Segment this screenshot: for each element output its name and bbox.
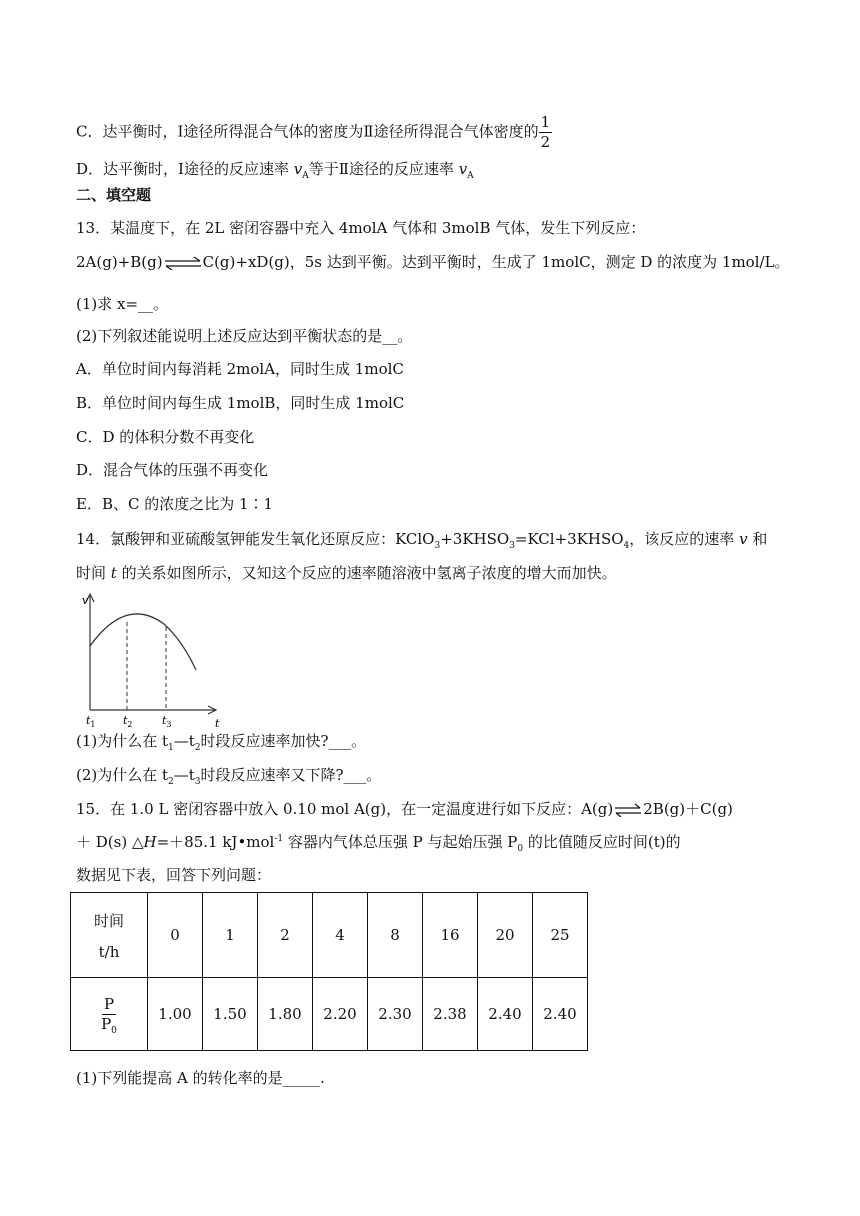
q13-part1: (1)求 x=__。 (76, 295, 169, 313)
q15-part1: (1)下列能提高 A 的转化率的是_____. (76, 1069, 325, 1087)
ratio-cell: 2.40 (478, 978, 533, 1051)
reversible-arrow-icon (613, 803, 643, 817)
rate-curve (90, 614, 196, 670)
t2-label: $t_2$ (123, 714, 133, 729)
table-head-ratio: $\frac{P}{P_0}$ (71, 978, 148, 1051)
time-cell: 25 (533, 893, 588, 978)
q13-option-a: A．单位时间内每消耗 2molA，同时生成 1molC (76, 360, 404, 378)
ratio-cell: 1.50 (203, 978, 258, 1051)
q13-option-d: D．混合气体的压强不再变化 (76, 461, 269, 479)
t3-label: $t_3$ (162, 714, 172, 729)
q13-option-b: B．单位时间内每生成 1molB，同时生成 1molC (76, 394, 405, 412)
time-cell: 8 (368, 893, 423, 978)
time-cell: 1 (203, 893, 258, 978)
q15-line2: ＋ D(s) △H=＋85.1 kJ•mol$^{-1}$ 容器内气体总压强 P 与起始压强 $P_0$ 的比值随反应时间(t)的 (76, 833, 681, 854)
q15-line3: 数据见下表，回答下列问题： (76, 866, 272, 884)
table-row-ratio (71, 978, 588, 1051)
y-axis-label: v (82, 594, 89, 607)
option-c: C．达平衡时，Ⅰ途径所得混合气体的密度为Ⅱ途径所得混合气体密度的 $\frac{1}{2}$ (76, 113, 551, 151)
time-cell: 4 (313, 893, 368, 978)
equilibrium-arrow-icon (163, 256, 203, 270)
q13-option-e: E．B、C 的浓度之比为 1∶1 (76, 495, 274, 513)
time-cell: 0 (148, 893, 203, 978)
option-d: D．达平衡时，Ⅰ途径的反应速率 $v_A$等于Ⅱ途径的反应速率 $v_A$ (76, 160, 474, 181)
ratio-cell: 2.30 (368, 978, 423, 1051)
ratio-cell: 1.80 (258, 978, 313, 1051)
time-cell: 20 (478, 893, 533, 978)
ratio-cell: 1.00 (148, 978, 203, 1051)
q14-line2: 时间 t 的关系如图所示，又知这个反应的速率随溶液中氢离子浓度的增大而加快。 (76, 564, 617, 582)
q14-part1: (1)为什么在 $t_1—t_2$时段反应速率加快?___。 (76, 732, 367, 753)
q15-line1: 15．在 1.0 L 密闭容器中放入 0.10 mol A(g)，在一定温度进行如下反应：A(g) 2B(g)＋C(g) (76, 800, 733, 818)
table-head-time: 时间 t/h (71, 893, 148, 978)
time-cell: 2 (258, 893, 313, 978)
ratio-cell: 2.20 (313, 978, 368, 1051)
table-row-time (71, 893, 588, 978)
section-heading: 二、填空题 (76, 186, 152, 204)
ratio-cell: 2.40 (533, 978, 588, 1051)
rate-time-graph (82, 590, 222, 730)
q13-part2: (2)下列叙述能说明上述反应达到平衡状态的是__。 (76, 327, 413, 345)
q14-line1: 14．氯酸钾和亚硫酸氢钾能发生氧化还原反应：$KClO_3+3KHSO_3=KCl+3KHSO_4$，该反应的速率 v 和 (76, 530, 768, 551)
time-cell: 16 (423, 893, 478, 978)
q13-option-c: C．D 的体积分数不再变化 (76, 428, 255, 446)
q13-stem: 13．某温度下，在 2L 密闭容器中充入 4molA 气体和 3molB 气体，发生下列反应： (76, 219, 646, 237)
t1-label: $t_1$ (86, 714, 96, 729)
x-axis-label: t (215, 717, 220, 730)
ratio-cell: 2.38 (423, 978, 478, 1051)
q14-part2: (2)为什么在 $t_2—t_3$时段反应速率又下降?___。 (76, 766, 382, 787)
pressure-ratio-table (70, 892, 588, 1051)
fraction-one-half: $\frac{1}{2}$ (540, 113, 551, 151)
q13-equation: 2A(g)+B(g) C(g)+xD(g)，5s 达到平衡。达到平衡时，生成了 1molC，测定 D 的浓度为 1mol/L。 (76, 253, 790, 271)
